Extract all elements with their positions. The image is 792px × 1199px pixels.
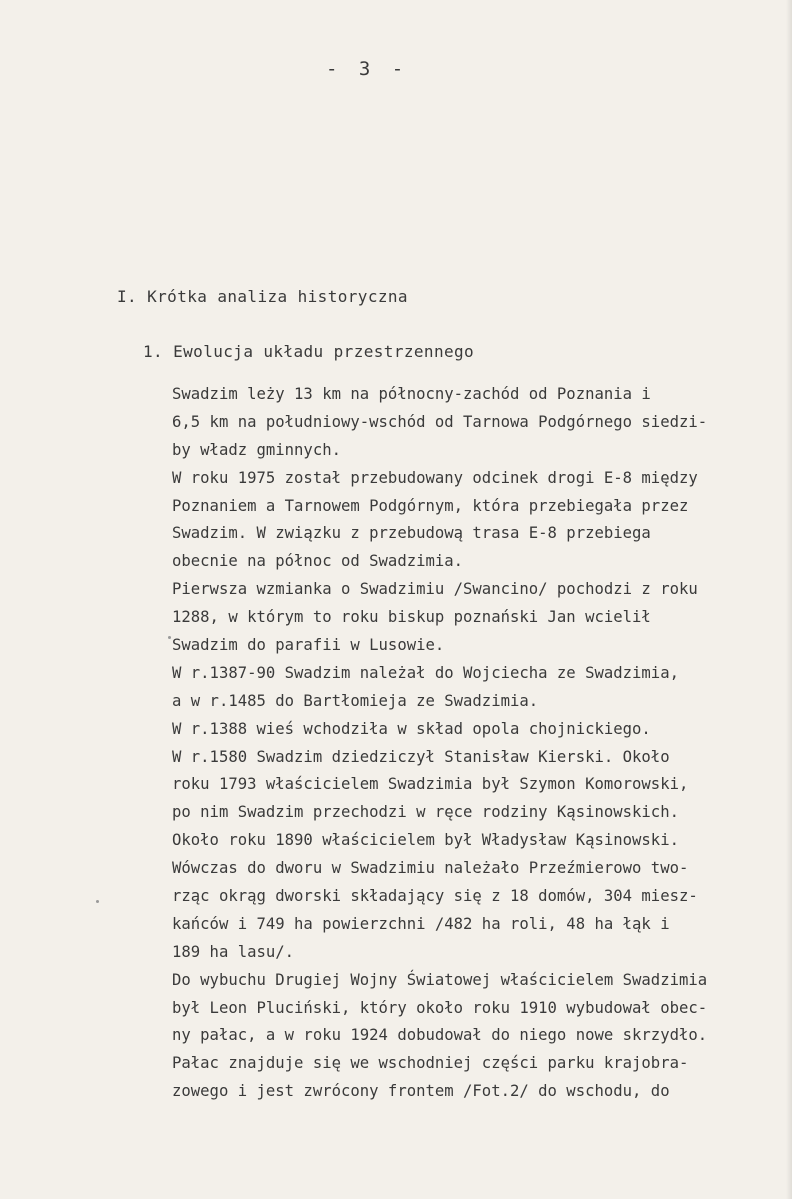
body-text	[172, 381, 787, 1106]
body-line: by władz gminnych.	[172, 440, 341, 459]
body-line: obecnie na północ od Swadzimia.	[172, 552, 464, 571]
body-line: Do wybuchu Drugiej Wojny Światowej właścicielem Swadzimia	[172, 970, 708, 989]
body-line: Swadzim do parafii w Lusowie.	[172, 636, 445, 655]
body-line: Poznaniem a Tarnowem Podgórnym, która przebiegała przez	[172, 496, 689, 515]
body-line: Wówczas do dworu w Swadzimiu należało Przeźmierowo two-	[172, 859, 689, 878]
body-line: Swadzim leży 13 km na północny-zachód od Poznania i	[172, 385, 651, 403]
section-heading: I. Krótka analiza historyczna	[117, 287, 408, 306]
subsection-heading: 1. Ewolucja układu przestrzennego	[143, 342, 475, 361]
body-line: rząc okrąg dworski składający się z 18 domów, 304 miesz-	[172, 887, 698, 906]
page-number: - 3 -	[326, 58, 409, 80]
paper-speck	[168, 636, 171, 639]
body-line: był Leon Pluciński, który około roku 1910 wybudował obec-	[172, 998, 708, 1017]
body-line: Około roku 1890 właścicielem był Władysław Kąsinowski.	[172, 831, 679, 850]
body-line: W r.1580 Swadzim dziedziczył Stanisław Kierski. Około	[172, 747, 670, 766]
body-line: roku 1793 właścicielem Swadzimia był Szymon Komorowski,	[172, 775, 689, 794]
body-line: a w r.1485 do Bartłomieja ze Swadzimia.	[172, 691, 539, 710]
body-line: zowego i jest zwrócony frontem /Fot.2/ do wschodu, do	[172, 1082, 670, 1101]
paper-speck	[96, 900, 99, 903]
body-line: W r.1388 wieś wchodziła w skład opola chojnickiego.	[172, 719, 651, 738]
body-line: kańców i 749 ha powierzchni /482 ha roli, 48 ha łąk i	[172, 914, 670, 933]
body-line: Pierwsza wzmianka o Swadzimiu /Swancino/ pochodzi z roku	[172, 580, 698, 599]
body-line: 1288, w którym to roku biskup poznański Jan wcielił	[172, 608, 651, 627]
body-line: po nim Swadzim przechodzi w ręce rodziny Kąsinowskich.	[172, 803, 679, 822]
body-line: Swadzim. W związku z przebudową trasa E-8 przebiega	[172, 524, 651, 543]
body-line: Pałac znajduje się we wschodniej części parku krajobra-	[172, 1054, 689, 1073]
body-line: 6,5 km na południowy-wschód od Tarnowa Podgórnego siedzi-	[172, 412, 708, 431]
body-line: W r.1387-90 Swadzim należał do Wojciecha ze Swadzimia,	[172, 663, 679, 682]
body-line: 189 ha lasu/.	[172, 942, 295, 961]
body-line: W roku 1975 został przebudowany odcinek drogi E-8 między	[172, 468, 698, 487]
body-line: ny pałac, a w roku 1924 dobudował do niego nowe skrzydło.	[172, 1026, 708, 1045]
